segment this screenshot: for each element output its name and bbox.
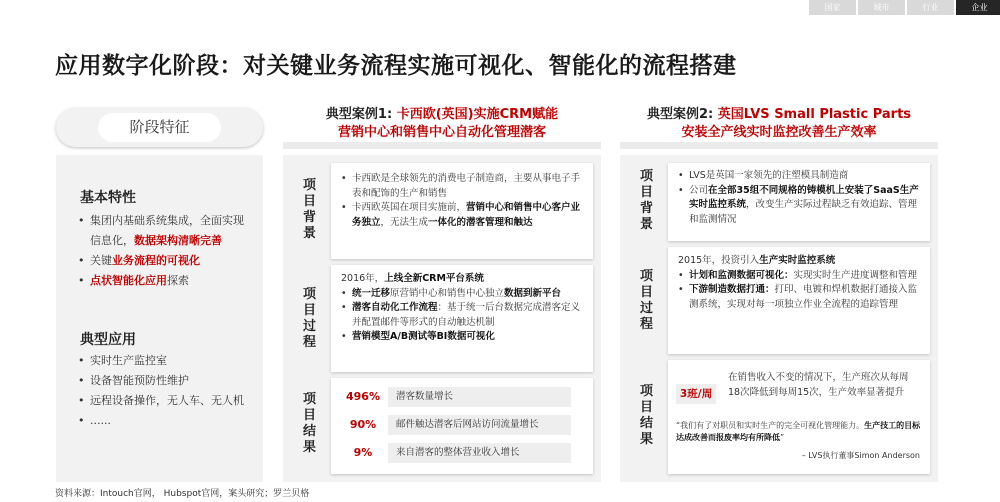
case1-heading-prefix: 典型案例1:	[325, 107, 397, 122]
text: 公司	[689, 184, 709, 196]
case2-quote-text: “我们有了对职员和实时生产的完全可视化管理能力。	[676, 421, 865, 430]
case1-process-box	[331, 265, 593, 372]
typical-app-item: • ......	[78, 411, 248, 431]
nav-tab-country[interactable]: 国家	[809, 0, 856, 15]
case1-process-label	[291, 287, 328, 351]
metric-value: 90%	[349, 418, 377, 431]
source-note: 资料来源：Intouch官网， Hubspot官网，案头研究；罗兰贝格	[55, 489, 310, 499]
metric-label: 邮件触达潜客后网站访问流量增长	[388, 415, 571, 435]
label-char: 项	[302, 287, 316, 302]
label-char: 果	[639, 432, 653, 447]
case1-background-box	[331, 163, 593, 259]
text: 卡西欧英国在项目实施前，	[352, 202, 467, 213]
case1-metric	[341, 443, 571, 463]
typical-apps-list	[78, 351, 248, 431]
bold-text: 数据到新平台	[504, 287, 562, 299]
case1-heading-line2: 营销中心和销售中心自动化管理潜客	[337, 125, 546, 140]
case1-background-item	[341, 172, 583, 201]
case1-process-intro-bold: 上线全新CRM平台系统	[384, 273, 484, 284]
text: 打印、电镀和焊机数据打通接入监测系统，实现对每一项独立作业全流程的追踪管理	[689, 284, 918, 310]
basic-feature-highlight: 点状智能化应用	[90, 274, 167, 287]
basic-feature-highlight: 数据架构清晰完善	[134, 234, 222, 247]
label-char: 目	[639, 185, 653, 200]
case2-process-label	[628, 269, 665, 333]
case1-result-label	[291, 392, 328, 456]
page-title: 应用数字化阶段：对关键业务流程实施可视化、智能化的流程搭建	[55, 53, 737, 79]
case2-process-box	[668, 247, 930, 354]
case2-result-text: 在销售收入不变的情况下，生产班次从每周18次降低到每周15次，生产效率显著提升	[728, 372, 909, 398]
label-char: 目	[302, 303, 316, 318]
metric-label: 潜客数量增长	[388, 387, 571, 407]
stage-feature-panel	[56, 155, 263, 482]
label-char: 项	[639, 169, 653, 184]
label-char: 结	[639, 416, 653, 431]
case2-heading-prefix: 典型案例2:	[646, 107, 718, 122]
label-char: 过	[639, 301, 653, 316]
label-char: 程	[639, 317, 653, 332]
label-char: 景	[639, 217, 653, 232]
case2-background-box	[668, 163, 930, 241]
case2-process-intro	[678, 254, 920, 269]
case1-heading	[283, 106, 601, 142]
case1-metric	[341, 415, 571, 435]
basic-feature-text: 关键	[90, 254, 112, 267]
case2-process-row	[628, 247, 930, 354]
case2-background-item	[678, 184, 920, 228]
typical-apps-heading: 典型应用	[80, 332, 136, 348]
bold-text: 营销模型A/B测试等BI数据可视化	[352, 331, 495, 342]
label-char: 项	[639, 269, 653, 284]
case1-background-row	[291, 163, 593, 259]
label-char: 项	[302, 392, 316, 407]
case2-background-item	[678, 169, 920, 184]
label-char: 程	[302, 335, 316, 350]
label-char: 目	[302, 408, 316, 423]
case2-background-row	[628, 163, 930, 241]
text: ，改变生产实际过程缺乏有效追踪、管理和监测情况	[689, 199, 918, 225]
case1-background-label	[291, 178, 328, 242]
typical-app-item: • 远程设备操作，无人车、无人机	[78, 391, 248, 411]
case2-process-list	[678, 269, 920, 313]
case1-process-intro-text: 2016年，	[341, 273, 385, 284]
text: ，无法生成	[380, 216, 429, 228]
case2-quote-bold: 生产技工的目标达成改善而报废率均有所降低	[676, 421, 921, 442]
case2-result-label	[628, 384, 665, 448]
top-nav	[807, 0, 1000, 15]
label-char: 目	[639, 400, 653, 415]
basic-features-heading: 基本特性	[80, 190, 136, 206]
case1-process-row	[291, 265, 593, 372]
label-char: 背	[302, 210, 316, 225]
case2-quote-author: – LVS执行董事Simon Anderson	[801, 451, 920, 460]
case2-result-badge: 3班/周	[676, 384, 716, 404]
bold-text: 统一迁移	[352, 287, 391, 299]
label-char: 项	[302, 178, 316, 193]
case2-process-item	[678, 269, 920, 284]
case1-process-item	[341, 287, 583, 302]
case1-panel	[283, 155, 601, 482]
bold-text: 一体化的潜客管理和触达	[428, 216, 533, 228]
case1-result-box	[331, 378, 593, 474]
bold-text: 潜客自动化工作流程	[352, 302, 438, 313]
case2-result-box	[668, 360, 930, 474]
case1-process-list	[341, 287, 583, 345]
label-char: 背	[639, 201, 653, 216]
typical-app-item: • 设备智能预防性维护	[78, 371, 248, 391]
case2-divider	[620, 142, 938, 149]
bold-text: 在全部35组不同规格的铸模机上安装了SaaS生产实时监控系统	[689, 184, 919, 210]
metric-label: 来自潜客的整体营业收入增长	[388, 443, 571, 463]
basic-features-list	[78, 211, 248, 291]
metric-value: 496%	[346, 390, 380, 403]
case2-process-intro-bold: 生产实时监控系统	[759, 255, 836, 266]
text: 实现实时生产进度调整和管理	[793, 269, 918, 281]
case2-process-item	[678, 283, 920, 312]
basic-feature-text: 探索	[167, 274, 189, 287]
text: 卡西欧是全球领先的消费电子制造商，主要从事电子手表和配饰的生产和销售	[352, 173, 581, 199]
bold-text: 下游制造数据打通：	[689, 284, 775, 295]
case1-metric	[341, 387, 571, 407]
case2-background-label	[628, 169, 665, 233]
label-char: 项	[639, 384, 653, 399]
bold-text: 计划和监测数据可视化：	[689, 269, 794, 281]
case1-process-intro	[341, 272, 583, 287]
case2-process-intro-text: 2015年，投资引入	[678, 255, 760, 266]
case2-panel	[620, 155, 938, 482]
case1-divider	[283, 142, 601, 149]
nav-tab-enterprise[interactable]: 企业	[956, 0, 1000, 15]
case1-heading-red: 卡西欧(英国)实施CRM赋能	[396, 107, 559, 122]
case2-background-list	[678, 169, 920, 227]
nav-tab-industry[interactable]: 行业	[907, 0, 954, 15]
stage-feature-pill	[56, 108, 263, 147]
case2-heading-red: 英国LVS Small Plastic Parts	[717, 107, 912, 122]
label-char: 过	[302, 319, 316, 334]
nav-tab-city[interactable]: 城市	[858, 0, 905, 15]
case2-quote-close: ”	[780, 433, 785, 442]
basic-feature-text: 集团内基础系统集成，全面实现信息化，	[90, 214, 244, 247]
stage-feature-label: 阶段特征	[98, 113, 221, 142]
metric-value: 9%	[353, 446, 373, 459]
case1-process-item	[341, 301, 583, 330]
label-char: 景	[302, 226, 316, 241]
case1-background-item	[341, 201, 583, 230]
text: ：基于统一后台数据完成潜客定义并配置邮件等形式的自动触达机制	[352, 302, 581, 328]
basic-feature-highlight: 业务流程的可视化	[112, 254, 200, 267]
case1-background-list	[341, 172, 583, 230]
label-char: 目	[302, 194, 316, 209]
case1-result-row	[291, 378, 593, 474]
text: LVS是英国一家领先的注塑模具制造商	[689, 170, 849, 181]
basic-feature-item	[78, 271, 248, 291]
basic-feature-item	[78, 211, 248, 251]
case2-result-row	[628, 360, 930, 474]
case2-quote	[676, 420, 924, 444]
case2-heading	[620, 106, 938, 142]
text: 原营销中心和销售中心独立	[390, 287, 505, 299]
typical-app-item: • 实时生产监控室	[78, 351, 248, 371]
basic-feature-item	[78, 251, 248, 271]
case1-process-item	[341, 330, 583, 345]
label-char: 目	[639, 285, 653, 300]
label-char: 果	[302, 440, 316, 455]
bold-text: 营销中心和销售中心客户业务独立	[352, 202, 581, 228]
label-char: 结	[302, 424, 316, 439]
case2-heading-line2: 安装全产线实时监控改善生产效率	[681, 125, 877, 140]
